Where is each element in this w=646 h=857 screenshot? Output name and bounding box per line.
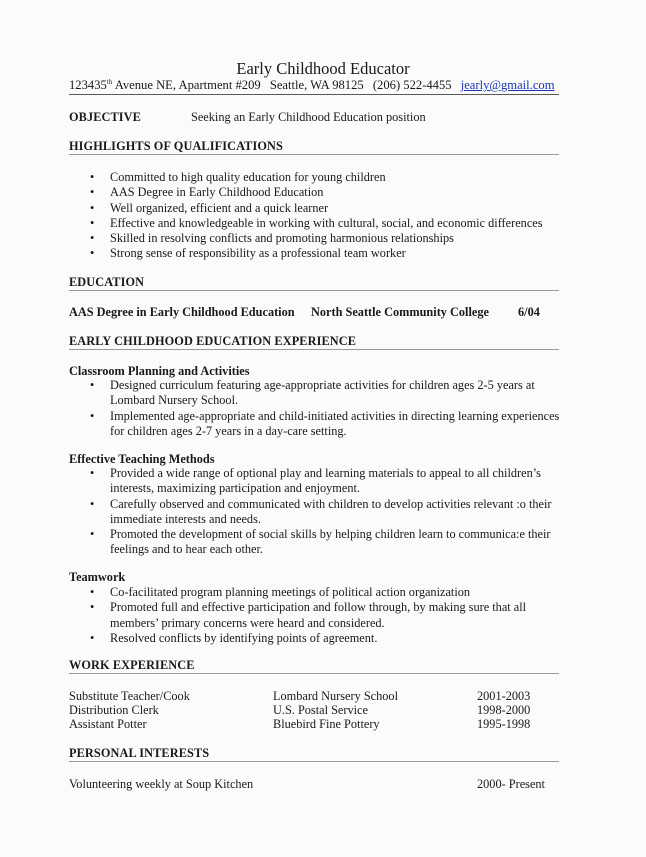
- resume-title: Early Childhood Educator: [236, 59, 410, 78]
- list-item: • Implemented age-appropriate and child-initiated activities in directing learning experiences for children ages 2-7 years in a day-care setting.: [90, 408, 560, 438]
- experience-group-list: [0, 378, 646, 439]
- experience-divider: [69, 349, 559, 350]
- objective-heading: OBJECTIVE: [69, 110, 141, 124]
- list-item: • Carefully observed and communicated with children to develop activities relevant :o their immediate interests and needs.: [90, 496, 552, 526]
- list-item: • Strong sense of responsibility as a professional team worker: [90, 246, 406, 261]
- list-item: • Promoted the development of social skills by helping children learn to communica:e their feelings and to hear each other.: [90, 527, 551, 557]
- work-role: Assistant Potter: [69, 717, 147, 731]
- work-role: Substitute Teacher/Cook: [69, 689, 190, 703]
- list-item: • Well organized, efficient and a quick learner: [90, 200, 329, 215]
- education-divider: [69, 290, 559, 291]
- bullet-icon: •: [90, 466, 95, 480]
- experience-group-title: Effective Teaching Methods: [69, 452, 215, 466]
- experience-group-title: Teamwork: [69, 570, 126, 584]
- education-school: North Seattle Community College: [311, 305, 489, 319]
- list-item: • Co-facilitated program planning meetings of political action organization: [90, 585, 471, 599]
- bullet-icon: •: [90, 200, 95, 215]
- list-item: • AAS Degree in Early Childhood Education: [90, 185, 324, 200]
- list-item: • Skilled in resolving conflicts and promoting harmonious relationships: [90, 231, 454, 246]
- bullet-icon: •: [90, 378, 95, 392]
- bullet-icon: •: [90, 231, 95, 246]
- work-employer: Lombard Nursery School: [273, 689, 398, 703]
- email-link[interactable]: jearly@gmail.com: [460, 78, 555, 92]
- highlights-divider: [69, 154, 559, 155]
- interests-years: 2000- Present: [477, 777, 545, 791]
- list-item: • Effective and knowledgeable in working with cultural, social, and economic differences: [90, 215, 543, 230]
- bullet-icon: •: [90, 408, 95, 423]
- experience-group-list: [0, 585, 646, 646]
- bullet-icon: •: [90, 170, 95, 184]
- work-years: 1995-1998: [477, 717, 531, 731]
- bullet-icon: •: [90, 630, 95, 645]
- list-item: • Promoted full and effective participation and follow through, by making sure that all members’ primary concerns were heard and considered.: [90, 600, 527, 630]
- bullet-icon: •: [90, 527, 95, 542]
- work-heading: WORK EXPERIENCE: [69, 658, 195, 672]
- interests-heading: PERSONAL INTERESTS: [69, 746, 210, 760]
- experience-group-list: [0, 466, 646, 558]
- list-item: • Committed to high quality education for young children: [90, 170, 386, 184]
- work-years: 2001-2003: [477, 689, 531, 703]
- experience-group-title: Classroom Planning and Activities: [69, 364, 250, 378]
- street-rest: Avenue NE, Apartment #209: [114, 78, 261, 92]
- bullet-icon: •: [90, 496, 95, 511]
- education-degree: AAS Degree in Early Childhood Education: [69, 305, 295, 319]
- interests-activity: Volunteering weekly at Soup Kitchen: [69, 777, 254, 791]
- education-date: 6/04: [518, 305, 540, 319]
- list-item: • Provided a wide range of optional play and learning materials to appeal to all children’s interests, maximizing participation and enjoyment.: [90, 466, 541, 496]
- bullet-icon: •: [90, 600, 95, 615]
- highlights-heading: HIGHLIGHTS OF QUALIFICATIONS: [69, 139, 283, 153]
- interests-divider: [69, 761, 559, 762]
- contact-line: [69, 78, 559, 93]
- list-item: • Resolved conflicts by identifying points of agreement.: [90, 630, 378, 645]
- street-number: 123435: [69, 78, 107, 92]
- bullet-icon: •: [90, 185, 95, 200]
- work-divider: [69, 673, 559, 674]
- work-role: Distribution Clerk: [69, 703, 159, 717]
- bullet-icon: •: [90, 585, 95, 599]
- bullet-icon: •: [90, 215, 95, 230]
- phone: (206) 522-4455: [372, 78, 452, 92]
- work-employer: U.S. Postal Service: [273, 703, 368, 717]
- list-item: • Designed curriculum featuring age-appropriate activities for children ages 2-5 years at Lombard Nursery School.: [90, 378, 535, 408]
- experience-heading: EARLY CHILDHOOD EDUCATION EXPERIENCE: [69, 334, 357, 348]
- work-employer: Bluebird Fine Pottery: [273, 717, 380, 731]
- highlights-list: [0, 170, 646, 262]
- bullet-icon: •: [90, 246, 95, 261]
- education-heading: EDUCATION: [69, 275, 145, 289]
- city: Seattle, WA 98125: [269, 78, 364, 92]
- street-suffix: th: [106, 78, 113, 86]
- work-years: 1998-2000: [477, 703, 531, 717]
- objective-text: Seeking an Early Childhood Education position: [191, 110, 426, 124]
- header-divider: [69, 94, 559, 95]
